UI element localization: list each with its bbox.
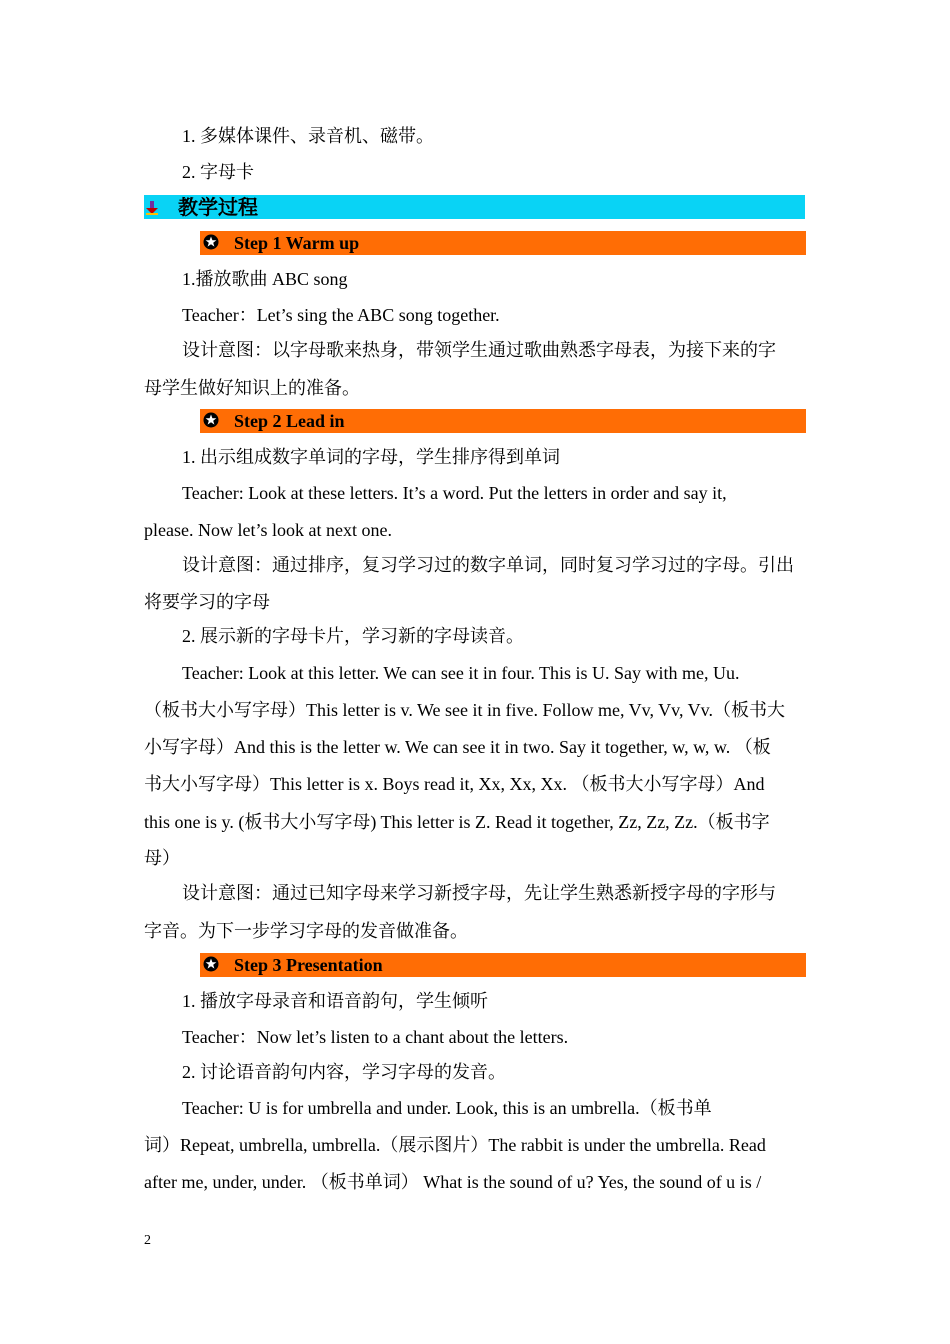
section-title: 教学过程 <box>178 195 258 219</box>
step-2-line: 母） <box>144 848 180 868</box>
step-2-line: 2. 展示新的字母卡片，学习新的字母读音。 <box>182 626 524 646</box>
step-2-line: 书大小写字母）This letter is x. Boys read it, Xx, Xx, Xx. （板书大小写字母）And <box>144 774 765 794</box>
step-2-line: 字音。为下一步学习字母的发音做准备。 <box>144 921 468 941</box>
step-1-line: Teacher：Let’s sing the ABC song together. <box>182 305 500 325</box>
step-3-label: Step 3 Presentation <box>234 955 383 975</box>
star-circle-icon <box>203 234 219 250</box>
step-3-line: 1. 播放字母录音和语音韵句，学生倾听 <box>182 991 488 1011</box>
step-3-line: Teacher：Now let’s listen to a chant about the letters. <box>182 1027 569 1047</box>
step-2-line: this one is y. (板书大小写字母) This letter is Z. Read it together, Zz, Zz, Zz.（板书字 <box>144 812 770 832</box>
step-1-header <box>200 231 806 255</box>
step-2-line: please. Now let’s look at next one. <box>144 520 392 540</box>
step-2-line: 设计意图：通过排序，复习学习过的数字单词，同时复习学习过的字母。引出 <box>182 555 794 575</box>
down-arrow-bullet-icon <box>146 201 158 215</box>
step-3-line: 词）Repeat, umbrella, umbrella.（展示图片）The rabbit is under the umbrella. Read <box>144 1135 766 1155</box>
material-item-2: 2. 字母卡 <box>182 162 254 182</box>
star-circle-icon <box>203 956 219 972</box>
step-2-line: 将要学习的字母 <box>144 592 270 612</box>
step-2-line: （板书大小写字母）This letter is v. We see it in five. Follow me, Vv, Vv, Vv.（板书大 <box>144 700 786 720</box>
step-1-line: 设计意图：以字母歌来热身，带领学生通过歌曲熟悉字母表，为接下来的字 <box>182 340 776 360</box>
step-1-label: Step 1 Warm up <box>234 233 360 253</box>
step-2-line: 设计意图：通过已知字母来学习新授字母，先让学生熟悉新授字母的字形与 <box>182 883 776 903</box>
material-item-1: 1. 多媒体课件、录音机、磁带。 <box>182 126 434 146</box>
star-circle-icon <box>203 412 219 428</box>
step-2-line: Teacher: Look at this letter. We can see it in four. This is U. Say with me, Uu. <box>182 663 740 683</box>
step-2-header <box>200 409 806 433</box>
step-2-line: Teacher: Look at these letters. It’s a word. Put the letters in order and say it, <box>182 483 727 503</box>
step-2-line: 小写字母）And this is the letter w. We can see it in two. Say it together, w, w, w. （板 <box>144 737 771 757</box>
section-header-teaching-process <box>144 195 805 219</box>
step-3-line: Teacher: U is for umbrella and under. Look, this is an umbrella.（板书单 <box>182 1098 712 1118</box>
step-1-line: 1.播放歌曲 ABC song <box>182 269 348 289</box>
step-1-line: 母学生做好知识上的准备。 <box>144 378 360 398</box>
step-3-header <box>200 953 806 977</box>
step-3-line: after me, under, under. （板书单词） What is the sound of u? Yes, the sound of u is / <box>144 1172 762 1192</box>
step-2-label: Step 2 Lead in <box>234 411 345 431</box>
step-3-line: 2. 讨论语音韵句内容，学习字母的发音。 <box>182 1062 506 1082</box>
page-number: 2 <box>144 1233 151 1248</box>
step-2-line: 1. 出示组成数字单词的字母，学生排序得到单词 <box>182 447 560 467</box>
